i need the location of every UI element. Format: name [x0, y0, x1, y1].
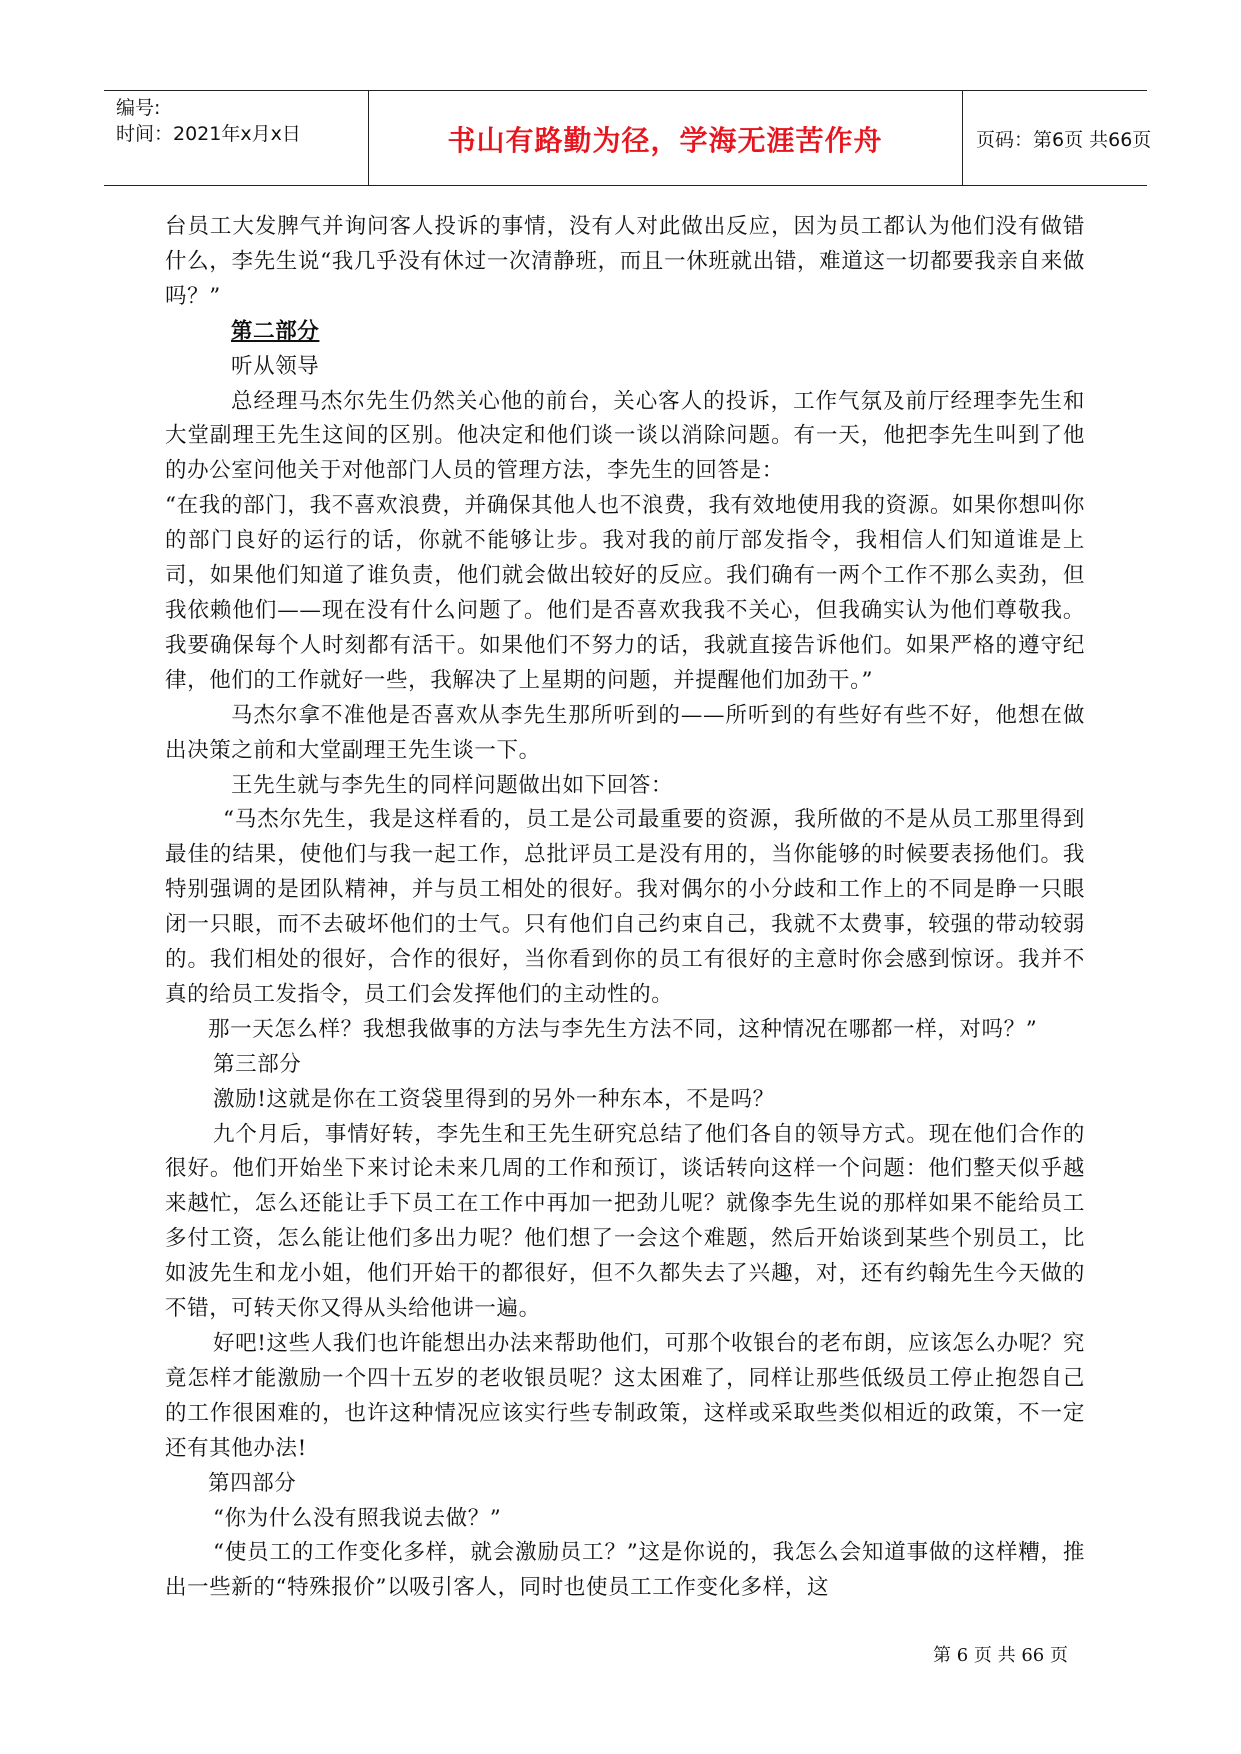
- section-heading-part-three: 第三部分: [213, 1051, 302, 1077]
- header-motto: 书山有路勤为径，学海无涯苦作舟: [447, 124, 883, 157]
- body-paragraph: 九个月后，事情好转，李先生和王先生研究总结了他们各自的领导方式。现在他们合作的很好。他们开始坐下来讨论未来几周的工作和预订，谈话转向这样一个问题：他们整天似乎越来越忙，怎么还能让手下员工在工作中再加一把劲儿呢？就像李先生说的那样如果不能给员工多付工资，怎么能让他们多出力呢？他们想了一会这个难题，然后开始谈到某些个别员工，比如波先生和龙小姐，他们开始干的都很好，但不久都失去了兴趣，对，还有约翰先生今天做的不错，可转天你又得从头给他讲一遍。: [165, 1121, 1085, 1322]
- quote-paragraph: “马杰尔先生，我是这样看的，员工是公司最重要的资源，我所做的不是从员工那里得到最佳的结果，使他们与我一起工作，总批评员工是没有用的，当你能够的时候要表扬他们。我特别强调的是团队精神，并与员工相处的很好。我对偶尔的小分歧和工作上的不同是睁一只眼闭一只眼，而不去破坏他们的士气。只有他们自己约束自己，我就不太费事，较强的带动较弱的。我们相处的很好，合作的很好，当你看到你的员工有很好的主意时你会感到惊讶。我并不真的给员工发指令，员工们会发挥他们的主动性的。: [165, 807, 1085, 1007]
- document-number-label: 编号:: [116, 97, 161, 119]
- header-right-cell: [964, 91, 1152, 185]
- body-paragraph: 激励!这就是你在工资袋里得到的另外一种东本，不是吗？: [213, 1086, 775, 1112]
- document-body: [165, 210, 1085, 1606]
- section-subtitle: 听从领导: [231, 353, 320, 379]
- document-time-label: 时间：2021年x月x日: [116, 123, 301, 145]
- body-paragraph: 台员工大发脾气并询问客人投诉的事情，没有人对此做出反应，因为员工都认为他们没有做错什么，李先生说“我几乎没有休过一次清静班，而且一休班就出错，难道这一切都要我亲自来做吗？”: [165, 214, 1085, 309]
- page-footer: 第 6 页 共 66 页: [933, 1645, 1068, 1666]
- section-heading-part-two: 第二部分: [231, 318, 320, 344]
- quote-paragraph: “你为什么没有照我说去做？”: [213, 1505, 502, 1531]
- header-left-cell: [104, 91, 369, 185]
- body-paragraph: 王先生就与李先生的同样问题做出如下回答：: [231, 772, 674, 798]
- body-paragraph: 总经理马杰尔先生仍然关心他的前台，关心客人的投诉，工作气氛及前厅经理李先生和大堂副理王先生这间的区别。他决定和他们谈一谈以消除问题。有一天，他把李先生叫到了他的办公室问他关于对他部门人员的管理方法，李先生的回答是：: [165, 388, 1085, 484]
- body-paragraph: 那一天怎么样？我想我做事的方法与李先生方法不同，这种情况在哪都一样，对吗？”: [208, 1016, 1038, 1042]
- body-paragraph: “使员工的工作变化多样，就会激励员工？”这是你说的，我怎么会知道事做的这样糟，推出一些新的“特殊报价”以吸引客人，同时也使员工工作变化多样，这: [165, 1540, 1085, 1601]
- body-paragraph: 马杰尔拿不准他是否喜欢从李先生那所听到的——所听到的有些好有些不好，他想在做出决策之前和大堂副理王先生谈一下。: [165, 702, 1085, 763]
- page-header: [104, 90, 1152, 186]
- header-center-cell: [368, 91, 963, 185]
- quote-paragraph: “在我的部门，我不喜欢浪费，并确保其他人也不浪费，我有效地使用我的资源。如果你想叫你的部门良好的运行的话，你就不能够让步。我对我的前厅部发指令，我相信人们知道谁是上司，如果他们知道了谁负责，他们就会做出较好的反应。我们确有一两个工作不那么卖劲，但我依赖他们——现在没有什么问题了。他们是否喜欢我我不关心，但我确实认为他们尊敬我。我要确保每个人时刻都有活干。如果他们不努力的话，我就直接告诉他们。如果严格的遵守纪律，他们的工作就好一些，我解决了上星期的问题，并提醒他们加劲干。”: [165, 493, 1085, 693]
- section-heading-part-four: 第四部分: [208, 1470, 297, 1496]
- body-paragraph: 好吧!这些人我们也许能想出办法来帮助他们，可那个收银台的老布朗，应该怎么办呢？究竟怎样才能激励一个四十五岁的老收银员呢？这太困难了，同样让那些低级员工停止抱怨自己的工作很困难的，也许这种情况应该实行些专制政策，这样或采取些类似相近的政策，不一定还有其他办法!: [165, 1331, 1085, 1461]
- header-page-code: 页码：第6页 共66页: [976, 129, 1152, 151]
